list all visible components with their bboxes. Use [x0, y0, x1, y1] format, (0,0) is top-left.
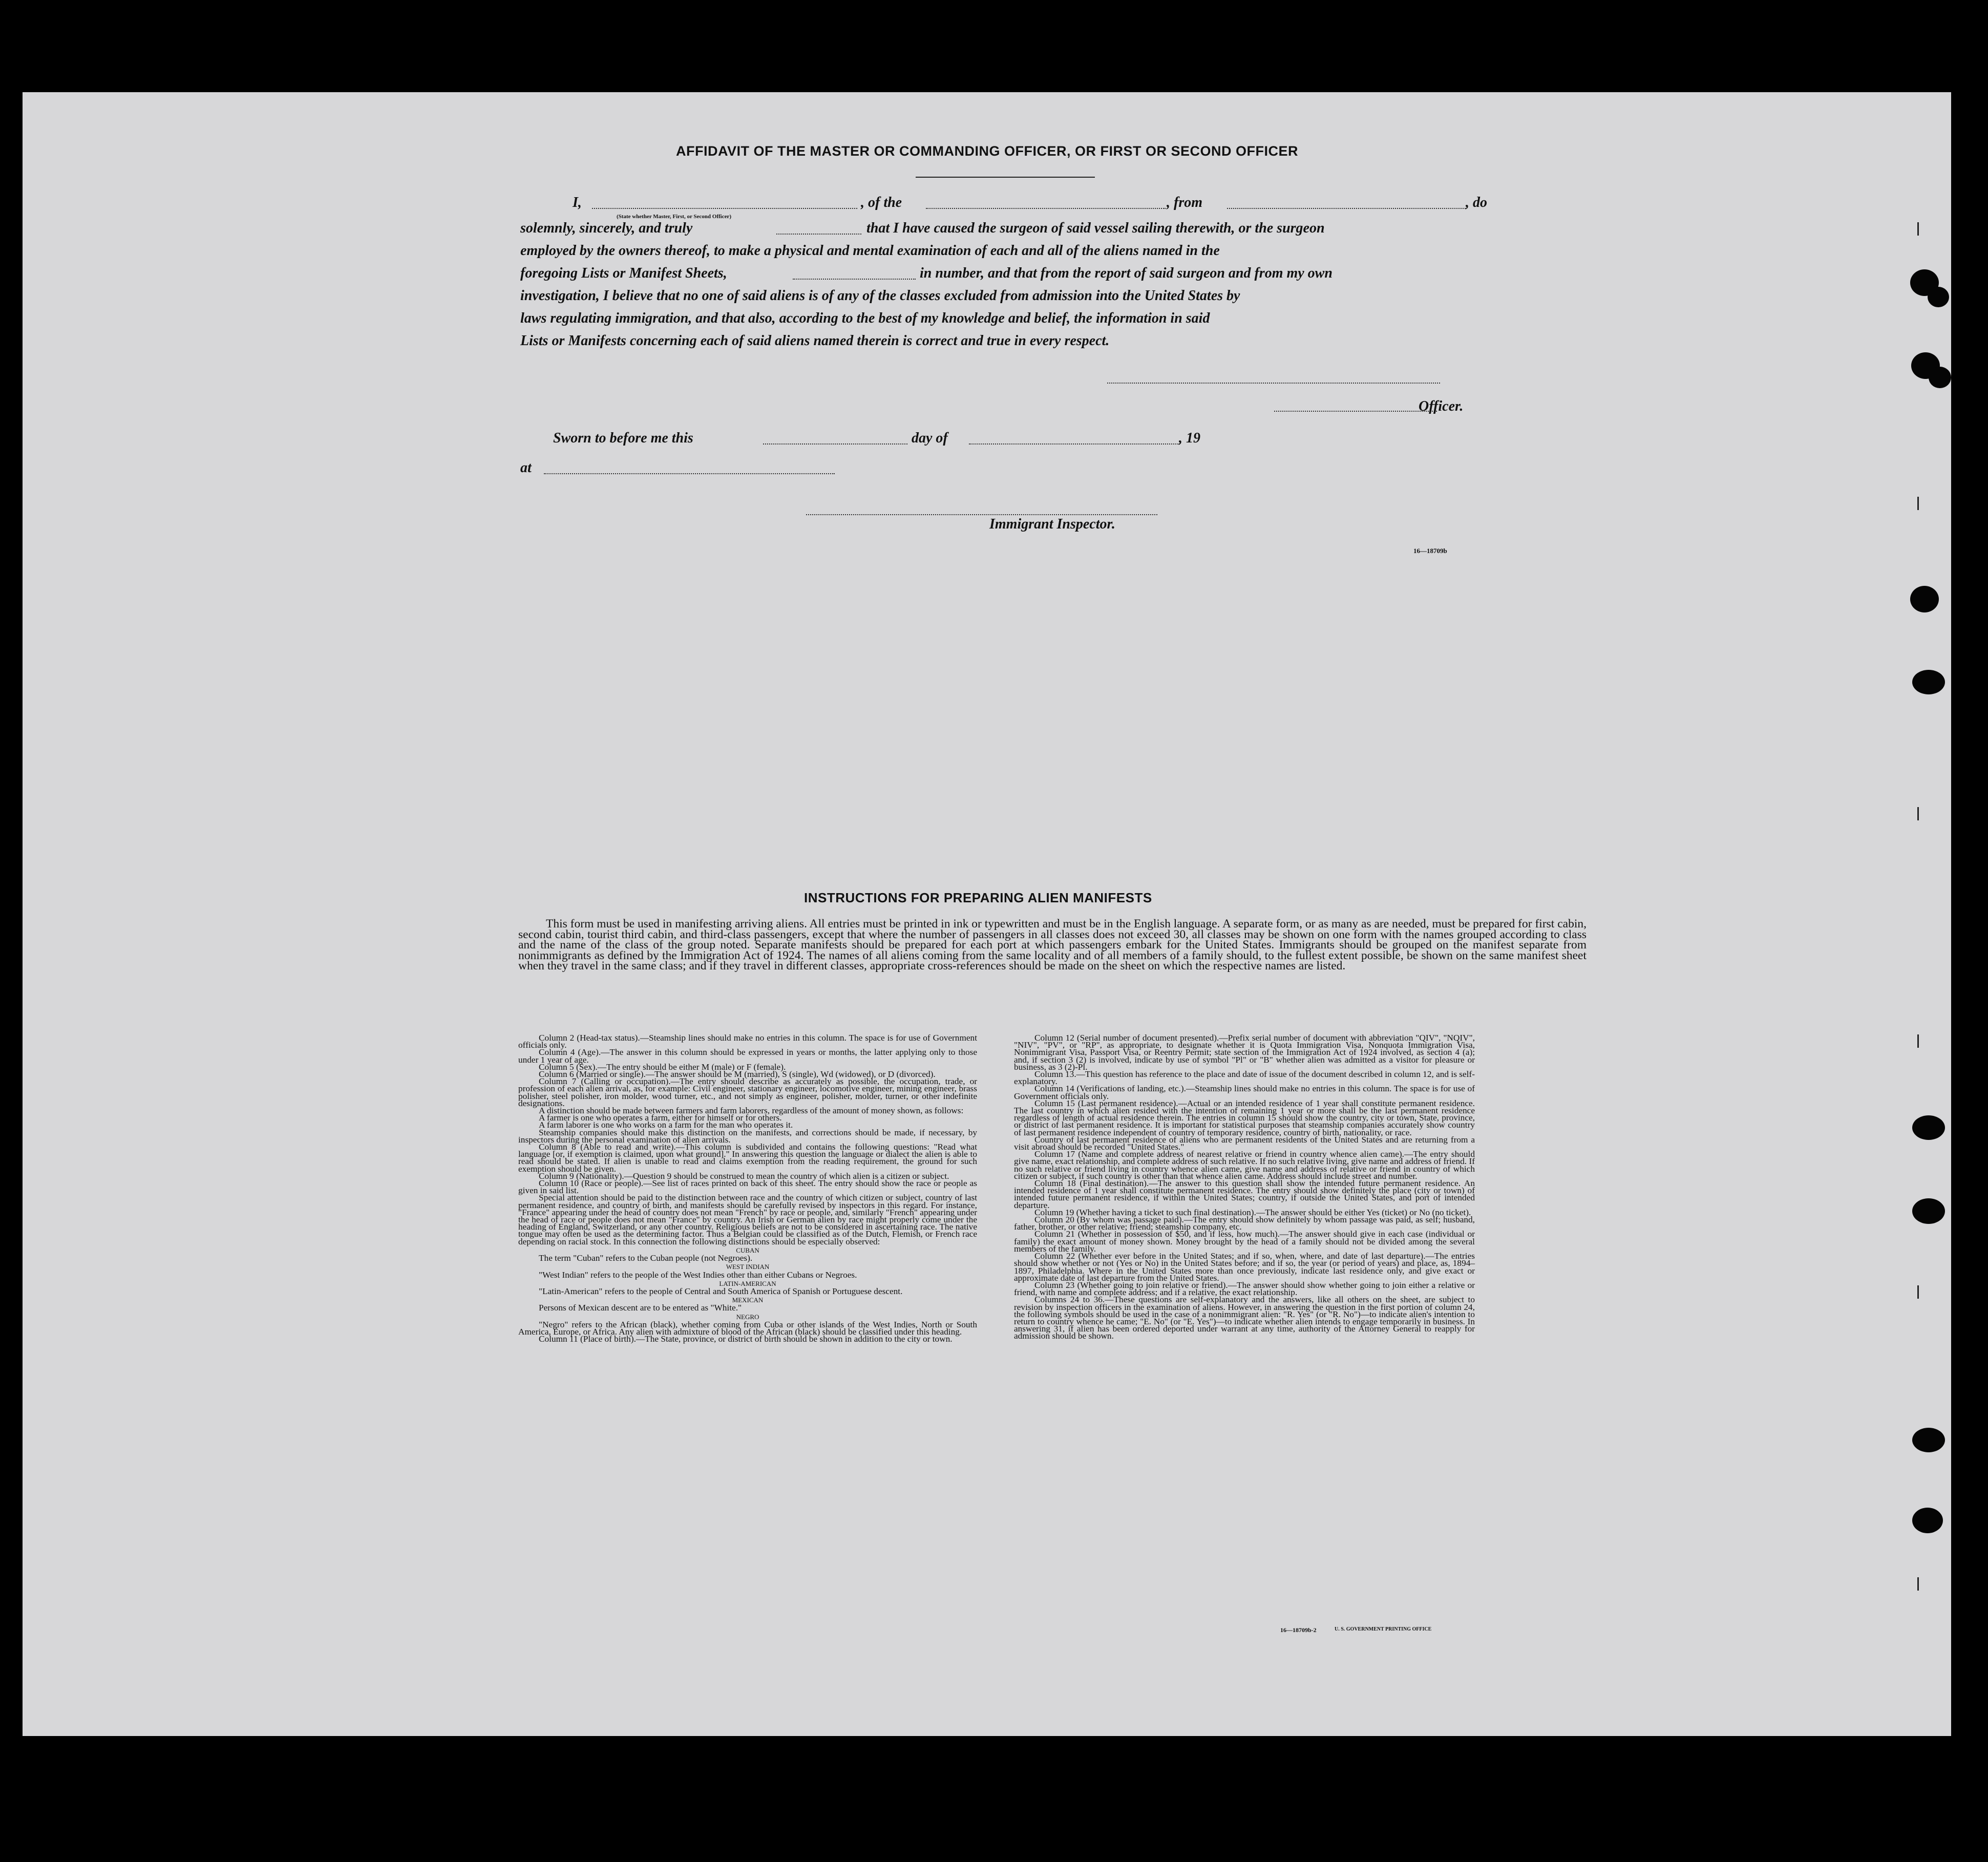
punch-hole	[1928, 287, 1949, 307]
left-paragraph: Column 4 (Age).—The answer in this column should be expressed in years or months, the latter applying only to those under 1 year of age.	[518, 1047, 977, 1065]
left-paragraph: Column 5 (Sex).—The entry should be either M (male) or F (female).	[539, 1062, 786, 1072]
punch-hole	[1912, 1428, 1945, 1452]
right-paragraph: Column 22 (Whether ever before in the United States; and if so, when, where, and date of last departure).—The entries should show whether or not (Yes or No) in the United States before; and if so, the year (or period of years) and place, as, 1894–1897, Philadelphia. Where in the United States more than once previously, indicate last residence only, and give exact or approximate date of last departure from the United States.	[1014, 1251, 1475, 1283]
text-in-number: in number, and that from the report of said surgeon and from my own	[920, 265, 1333, 281]
right-paragraph: Columns 24 to 36.—These questions are self-explanatory and the answers, like all others on the sheet, are subject to revision by inspection officers in the examination of aliens. However, in answering the question in the first portion of column 24, the following symbols should be used in the case of a nonimmigrant alien: "R. Yes" (or "R. No")—to indicate alien's intention to return to country whence he came; "E. No" (or "E. Yes")—to indicate whether alien intends to engage temporarily in business. In answering 31, if alien has been ordered deported under warrant at any time, authority of the Attorney General to reapply for admission should be shown.	[1014, 1295, 1475, 1341]
left-paragraph: Column 6 (Married or single).—The answer should be M (married), S (single), Wd (widowed), or D (divorced).	[539, 1069, 936, 1080]
right-column-paragraphs	[1014, 1034, 1475, 1340]
inspector-label: Immigrant Inspector.	[989, 516, 1115, 532]
text-solemnly: solemnly, sincerely, and truly	[520, 220, 693, 236]
affidavit-line-3: employed by the owners thereof, to make a physical and mental examination of each and all of the aliens named in the	[520, 243, 1220, 259]
negro-heading: NEGRO	[736, 1313, 759, 1321]
left-paragraph: Column 8 (Able to read and write).—This column is subdivided and contains the following questions: "Read what language [or, if exemption is claimed, upon what ground]." In answering this question the language or dialect the alien is able to read should be stated. If alien is unable to read and claims exemption from the reading requirement, the ground for such exemption should be given.	[518, 1142, 977, 1174]
right-paragraph: Country of last permanent residence of aliens who are permanent residents of the United States and are returning from a visit abroad should be recorded "United States."	[1014, 1134, 1475, 1152]
officer-label: Officer.	[1419, 398, 1464, 414]
place-blank	[544, 473, 835, 474]
west-indian-heading: WEST INDIAN	[726, 1263, 770, 1271]
instructions-title: INSTRUCTIONS FOR PREPARING ALIEN MANIFESTS	[804, 890, 1152, 905]
instructions-intro: This form must be used in manifesting arriving aliens. All entries must be printed in ink or typewritten and must be in the English language. A separate form, or as many as are needed, must be prepared for first cabin, second cabin, tourist third cabin, and third-class passengers, except that where the number of passengers in all classes does not exceed 30, all classes may be shown on one form with the names grouped according to class and the name of the class of the group noted. Separate manifests should be prepared for each port at which passengers embark for the United States. Immigrants should be grouped on the manifest separate from nonimmigrants as defined by the Immigration Act of 1924. The names of all aliens coming from the same locality and of all members of a family should, to the fullest extent possible, be shown on the same manifest sheet when they travel in the same class; and if they travel in different classes, appropriate cross-references should be made on the sheet on which the respective names are listed.	[518, 917, 1587, 972]
printing-office-label: U. S. GOVERNMENT PRINTING OFFICE	[1335, 1626, 1432, 1632]
inspector-signature-line	[806, 514, 1157, 515]
instructions-form-code: 16—18709b-2	[1280, 1626, 1317, 1634]
affidavit-form-code: 16—18709b	[1413, 547, 1447, 555]
affidavit-line-5: investigation, I believe that no one of said aliens is of any of the classes excluded from admission into the United States by	[520, 288, 1240, 304]
right-paragraph: Column 13.—This question has reference to the place and date of issue of the document described in column 12, and is self-explanatory.	[1014, 1069, 1475, 1087]
oath-blank	[776, 234, 861, 235]
edge-mark	[1917, 222, 1919, 236]
negro-text: "Negro" refers to the African (black), whether coming from Cuba or other islands of the West Indies, North or South America, Europe, or Africa. Any alien with admixture of blood of the African (black) should be classified under this heading.	[518, 1319, 977, 1337]
left-paragraph: Column 10 (Race or people).—See list of races printed on back of this sheet. The entry should show the race or people as given in said list.	[518, 1178, 977, 1196]
right-paragraph: Column 20 (By whom was passage paid).—The entry should show definitely by whom passage was paid, as self; husband, father, brother, or other relative; friend; steamship company, etc.	[1014, 1215, 1475, 1232]
title-underline	[916, 177, 1095, 178]
punch-hole	[1912, 1198, 1945, 1224]
right-paragraph: Column 18 (Final destination).—The answer to this question shall show the intended future permanent residence. An intended residence of 1 year shall constitute permanent residence. The entry should show definitely the place (city or town) of intended future permanent residence, if within the United States; country, if outside the United States, and port of intended departure.	[1014, 1178, 1475, 1210]
latin-american-text: "Latin-American" refers to the people of Central and South America of Spanish or Portuguese descent.	[539, 1286, 903, 1296]
left-paragraph: Column 9 (Nationality).—Question 9 should be construed to mean the country of which alien is a citizen or subject.	[539, 1171, 949, 1181]
left-paragraph: A distinction should be made between farmers and farm laborers, regardless of the amount of money shown, as follows:	[539, 1106, 964, 1116]
cuban-heading: CUBAN	[736, 1246, 759, 1254]
affidavit-line-6: laws regulating immigration, and that also, according to the best of my knowledge and belief, the information in said	[520, 310, 1210, 326]
left-paragraph: A farm laborer is one who works on a farm for the man who operates it.	[539, 1120, 793, 1130]
text-day-of: day of	[912, 430, 948, 446]
left-column-paragraphs	[518, 1034, 977, 1245]
right-paragraph: Column 19 (Whether having a ticket to such final destination).—The answer should be either Yes (ticket) or No (no ticket).	[1034, 1207, 1471, 1217]
mexican-heading: MEXICAN	[732, 1296, 764, 1304]
signature-line	[1107, 383, 1440, 384]
text-19: , 19	[1179, 430, 1200, 446]
text-i: I,	[573, 195, 582, 210]
left-paragraph: Column 2 (Head-tax status).—Steamship lines should make no entries in this column. The space is for use of Government officials only.	[518, 1033, 977, 1050]
west-indian-text: "West Indian" refers to the people of the West Indies other than either Cubans or Negroes.	[539, 1269, 857, 1280]
column-11-text: Column 11 (Place of birth).—The State, province, or district of birth should be shown in addition to the city or town.	[539, 1334, 953, 1344]
affidavit-line-1	[551, 195, 1606, 212]
text-foregoing: foregoing Lists or Manifest Sheets,	[520, 265, 727, 281]
punch-hole	[1912, 1508, 1943, 1533]
edge-mark	[1917, 807, 1919, 820]
affidavit-line-4	[520, 265, 1606, 283]
vessel-name-blank	[926, 208, 1166, 209]
affidavit-line-2	[520, 220, 1606, 238]
punch-hole	[1912, 1115, 1945, 1140]
officer-rank-note: (State whether Master, First, or Second Officer)	[617, 214, 732, 220]
officer-rank-blank	[592, 208, 857, 209]
latin-american-heading: LATIN-AMERICAN	[719, 1279, 776, 1287]
right-paragraph: Column 23 (Whether going to join relative or friend).—The answer should show whether going to join either a relative or friend, with name and complete address; and if a relative, the exact relationship.	[1014, 1280, 1475, 1298]
punch-hole	[1910, 586, 1939, 612]
count-blank	[793, 279, 916, 280]
left-column	[518, 1034, 977, 1343]
text-do: , do	[1466, 195, 1487, 210]
manifest-page	[23, 92, 1951, 1736]
port-blank	[1227, 208, 1466, 209]
affidavit-title: AFFIDAVIT OF THE MASTER OR COMMANDING OFFICER, OR FIRST OR SECOND OFFICER	[676, 143, 1298, 159]
month-blank	[969, 443, 1180, 445]
edge-mark	[1917, 1577, 1919, 1591]
mexican-text: Persons of Mexican descent are to be entered as "White."	[539, 1303, 742, 1313]
sworn-line	[553, 430, 1219, 448]
left-paragraph: Special attention should be paid to the distinction between race and the country of which citizen or subject, country of last permanent residence, and country of birth, and manifests should be carefully revised by inspectors in this regard. For instance, "France" appearing under the head of country does not mean "French" by race or people, and, similarly "French" appearing under the head of race or people does not mean "France" by country. An Irish or German alien by race might properly come under the heading of England, Switzerland, or any other country. Religious beliefs are not to be considered in ascertaining race. The native tongue may often be used as the determining factor. Thus a Belgian could be classified as of the Dutch, Flemish, or French race depending on racial stock. In this connection the following distinctions should be especially observed:	[518, 1193, 977, 1246]
left-paragraph: A farmer is one who operates a farm, either for himself or for others.	[539, 1113, 782, 1123]
punch-hole	[1929, 367, 1951, 388]
officer-line	[1274, 411, 1437, 412]
right-column	[1014, 1034, 1475, 1340]
text-caused-surgeon: that I have caused the surgeon of said vessel sailing therewith, or the surgeon	[866, 220, 1325, 236]
at-line	[520, 460, 879, 477]
edge-mark	[1917, 1285, 1919, 1299]
text-of-the: , of the	[861, 195, 902, 210]
right-paragraph: Column 14 (Verifications of landing, etc.).—Steamship lines should make no entries in this column. The space is for use of Government officials only.	[1014, 1084, 1475, 1101]
edge-mark	[1917, 1034, 1919, 1048]
right-paragraph: Column 21 (Whether in possession of $50, and if less, how much).—The answer should give in each case (individual or family) the exact amount of money shown. Money brought by the head of a family should not be divided among the several members of the family.	[1014, 1229, 1475, 1254]
text-at: at	[520, 460, 532, 476]
text-sworn: Sworn to before me this	[553, 430, 693, 446]
left-paragraph: Steamship companies should make this distinction on the manifests, and corrections should be made, if necessary, by inspectors during the personal examination of alien arrivals.	[518, 1127, 977, 1145]
affidavit-line-7: Lists or Manifests concerning each of said aliens named therein is correct and true in every respect.	[520, 333, 1110, 349]
cuban-text: The term "Cuban" refers to the Cuban people (not Negroes).	[539, 1253, 753, 1263]
edge-mark	[1917, 497, 1919, 510]
left-paragraph: Column 7 (Calling or occupation).—The entry should describe as accurately as possible, the occupation, trade, or profession of each alien arrival, as, for example: Civil engineer, stationary engineer, locomotive engineer, mining engineer, brass polisher, steel polisher, iron molder, wood turner, etc., and not simply as engineer, polisher, molder, turner, or other indefinite designations.	[518, 1076, 977, 1108]
right-paragraph: Column 17 (Name and complete address of nearest relative or friend in country whence alien came).—The entry should give name, exact relationship, and complete address of such relative. If no such relative living, give name and address of friend. If no such relative or friend living in country whence alien came, give name and address of relative or friend in country of which citizen or subject, if such country is other than that whence alien came. Address should include street and number.	[1014, 1149, 1475, 1181]
right-paragraph: Column 12 (Serial number of document presented).—Prefix serial number of document with abbreviation "QIV", "NQIV", "NIV", "PV", or "RP", as appropriate, to designate whether it is Quota Immigration Visa, Nonquota Immigration Visa, Nonimmigrant Visa, Passport Visa, or Reentry Permit; state section of the Immigration Act of 1924 involved, as section 4 (a); and, if section 3 (2) is involved, indicate by use of symbol "Pl" or "B" whether alien was admitted as a visitor for pleasure or business, as 3 (2)-Pl.	[1014, 1033, 1475, 1072]
punch-hole	[1912, 670, 1945, 694]
right-paragraph: Column 15 (Last permanent residence).—Actual or an intended residence of 1 year shall constitute permanent residence. The last country in which alien resided with the intention of remaining 1 year or more shall be the last permanent residence regardless of length of actual residence therein. The entries in column 15 should show the country, city or town, State, province, or district of last permanent residence. It is important for statistical purposes that steamship companies accurately show country of last permanent residence independent of country of temporary residence, country of birth, nationality, or race.	[1014, 1098, 1475, 1137]
sworn-date-blank	[763, 443, 907, 445]
text-from: , from	[1167, 195, 1202, 210]
